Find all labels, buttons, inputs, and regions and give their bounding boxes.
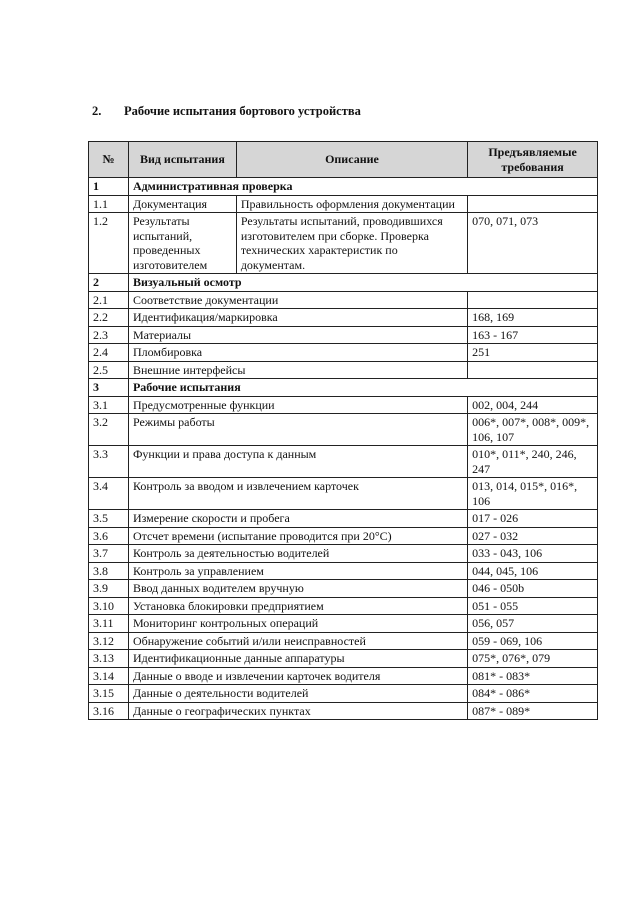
cell-req: 033 - 043, 106 xyxy=(468,545,598,563)
cell-name: Обнаружение событий и/или неисправностей xyxy=(128,632,467,650)
cell-req: 027 - 032 xyxy=(468,527,598,545)
table-row xyxy=(89,414,598,446)
table-row xyxy=(89,580,598,598)
cell-name: Соответствие документации xyxy=(128,291,467,309)
cell-name: Данные о географических пунктах xyxy=(128,702,467,720)
cell-num: 3.5 xyxy=(89,510,129,528)
cell-name: Установка блокировки предприятием xyxy=(128,597,467,615)
cell-num: 2 xyxy=(89,274,129,292)
cell-section-name: Визуальный осмотр xyxy=(128,274,597,292)
cell-req: 044, 045, 106 xyxy=(468,562,598,580)
cell-req: 017 - 026 xyxy=(468,510,598,528)
cell-num: 3.14 xyxy=(89,667,129,685)
header-num: № xyxy=(89,142,129,178)
cell-req: 056, 057 xyxy=(468,615,598,633)
table-row xyxy=(89,326,598,344)
cell-num: 2.3 xyxy=(89,326,129,344)
cell-name: Контроль за деятельностью водителей xyxy=(128,545,467,563)
cell-req: 070, 071, 073 xyxy=(468,213,598,274)
cell-req: 251 xyxy=(468,344,598,362)
cell-req: 087* - 089* xyxy=(468,702,598,720)
cell-num: 2.1 xyxy=(89,291,129,309)
cell-req: 081* - 083* xyxy=(468,667,598,685)
cell-section-name: Административная проверка xyxy=(128,178,597,196)
cell-num: 1.2 xyxy=(89,213,129,274)
table-row xyxy=(89,510,598,528)
cell-name: Режимы работы xyxy=(128,414,467,446)
cell-num: 3.12 xyxy=(89,632,129,650)
cell-name: Данные о деятельности водителей xyxy=(128,685,467,703)
cell-num: 3.16 xyxy=(89,702,129,720)
cell-name: Данные о вводе и извлечении карточек водителя xyxy=(128,667,467,685)
table-row xyxy=(89,615,598,633)
cell-name: Ввод данных водителем вручную xyxy=(128,580,467,598)
cell-num: 3.6 xyxy=(89,527,129,545)
cell-req xyxy=(468,361,598,379)
cell-name: Идентификационные данные аппаратуры xyxy=(128,650,467,668)
table-row xyxy=(89,562,598,580)
cell-req: 084* - 086* xyxy=(468,685,598,703)
section-number: 2. xyxy=(92,104,102,118)
cell-num: 3.3 xyxy=(89,446,129,478)
cell-num: 3 xyxy=(89,379,129,397)
cell-name: Предусмотренные функции xyxy=(128,396,467,414)
cell-name: Отсчет времени (испытание проводится при 20°С) xyxy=(128,527,467,545)
cell-num: 3.4 xyxy=(89,478,129,510)
cell-name: Измерение скорости и пробега xyxy=(128,510,467,528)
cell-name: Пломбировка xyxy=(128,344,467,362)
cell-name: Контроль за вводом и извлечением карточек xyxy=(128,478,467,510)
section-row xyxy=(89,274,598,292)
cell-name: Внешние интерфейсы xyxy=(128,361,467,379)
header-req: Предъявляемые требования xyxy=(468,142,598,178)
table-row xyxy=(89,527,598,545)
cell-req: 013, 014, 015*, 016*, 106 xyxy=(468,478,598,510)
cell-req xyxy=(468,195,598,213)
table-row xyxy=(89,195,598,213)
cell-num: 3.8 xyxy=(89,562,129,580)
table-row xyxy=(89,702,598,720)
cell-num: 2.2 xyxy=(89,309,129,327)
table-row xyxy=(89,344,598,362)
cell-num: 2.5 xyxy=(89,361,129,379)
cell-req: 046 - 050b xyxy=(468,580,598,598)
table-row xyxy=(89,685,598,703)
cell-desc: Правильность оформления документации xyxy=(236,195,467,213)
cell-name: Мониторинг контрольных операций xyxy=(128,615,467,633)
cell-num: 1 xyxy=(89,178,129,196)
cell-name: Функции и права доступа к данным xyxy=(128,446,467,478)
cell-req xyxy=(468,291,598,309)
table-row xyxy=(89,650,598,668)
cell-section-name: Рабочие испытания xyxy=(128,379,597,397)
cell-num: 3.10 xyxy=(89,597,129,615)
table-row xyxy=(89,478,598,510)
cell-num: 3.9 xyxy=(89,580,129,598)
section-heading xyxy=(92,104,361,119)
cell-desc: Результаты испытаний, проводившихся изготовителем при сборке. Проверка технических характеристик по документам. xyxy=(236,213,467,274)
table-body xyxy=(89,178,598,720)
cell-req: 163 - 167 xyxy=(468,326,598,344)
section-row xyxy=(89,178,598,196)
table-row xyxy=(89,632,598,650)
cell-num: 3.7 xyxy=(89,545,129,563)
cell-num: 3.2 xyxy=(89,414,129,446)
table-row xyxy=(89,396,598,414)
header-type: Вид испытания xyxy=(128,142,236,178)
section-title: Рабочие испытания бортового устройства xyxy=(124,104,361,118)
cell-num: 3.15 xyxy=(89,685,129,703)
cell-num: 3.11 xyxy=(89,615,129,633)
cell-req: 075*, 076*, 079 xyxy=(468,650,598,668)
test-table xyxy=(88,141,598,720)
table-row xyxy=(89,213,598,274)
cell-num: 2.4 xyxy=(89,344,129,362)
cell-req: 010*, 011*, 240, 246, 247 xyxy=(468,446,598,478)
cell-req: 059 - 069, 106 xyxy=(468,632,598,650)
cell-name: Контроль за управлением xyxy=(128,562,467,580)
table-header-row xyxy=(89,142,598,178)
cell-req: 168, 169 xyxy=(468,309,598,327)
cell-req: 051 - 055 xyxy=(468,597,598,615)
table-row xyxy=(89,667,598,685)
cell-type: Результаты испытаний, проведенных изготовителем xyxy=(128,213,236,274)
cell-type: Документация xyxy=(128,195,236,213)
header-desc: Описание xyxy=(236,142,467,178)
cell-num: 3.13 xyxy=(89,650,129,668)
table-row xyxy=(89,309,598,327)
table-row xyxy=(89,597,598,615)
cell-req: 002, 004, 244 xyxy=(468,396,598,414)
cell-req: 006*, 007*, 008*, 009*, 106, 107 xyxy=(468,414,598,446)
table-row xyxy=(89,291,598,309)
table-row xyxy=(89,446,598,478)
cell-num: 1.1 xyxy=(89,195,129,213)
table-row xyxy=(89,545,598,563)
cell-name: Идентификация/маркировка xyxy=(128,309,467,327)
table-row xyxy=(89,361,598,379)
cell-num: 3.1 xyxy=(89,396,129,414)
section-row xyxy=(89,379,598,397)
cell-name: Материалы xyxy=(128,326,467,344)
